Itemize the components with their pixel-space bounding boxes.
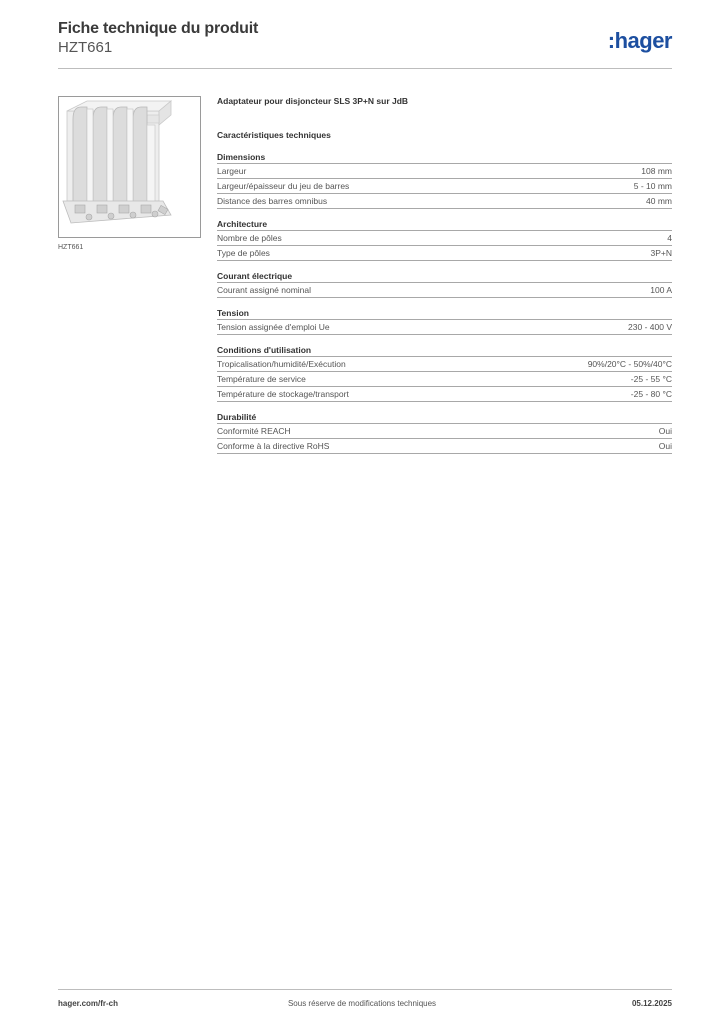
- section-dimensions: [217, 152, 672, 209]
- spec-label: Température de stockage/transport: [217, 389, 349, 399]
- spec-row: [217, 231, 672, 246]
- tech-heading: Caractéristiques techniques: [217, 130, 331, 140]
- spec-value: 4: [667, 233, 672, 243]
- spec-label: Température de service: [217, 374, 306, 384]
- hager-logo: :hager: [607, 28, 672, 53]
- spec-value: 230 - 400 V: [628, 322, 672, 332]
- page-title: Fiche technique du produit: [58, 20, 259, 37]
- section-title: Dimensions: [217, 152, 672, 164]
- spec-value: 40 mm: [646, 196, 672, 206]
- page-header: [58, 20, 672, 70]
- spec-label: Conforme à la directive RoHS: [217, 441, 330, 451]
- section-current: [217, 271, 672, 298]
- spec-value: 5 - 10 mm: [633, 181, 672, 191]
- spec-value: 100 A: [650, 285, 672, 295]
- section-voltage: [217, 308, 672, 335]
- section-title: Durabilité: [217, 412, 672, 424]
- section-conditions: [217, 345, 672, 402]
- spec-row: [217, 320, 672, 335]
- product-code: HZT661: [58, 39, 113, 56]
- spec-label: Courant assigné nominal: [217, 285, 312, 295]
- footer-divider: [58, 989, 672, 990]
- spec-label: Nombre de pôles: [217, 233, 282, 243]
- spec-value: -25 - 80 °C: [630, 389, 672, 399]
- spec-value: Oui: [658, 441, 672, 451]
- header-divider: [58, 68, 672, 69]
- spec-value: Oui: [658, 426, 672, 436]
- spec-row: [217, 194, 672, 209]
- spec-row: [217, 357, 672, 372]
- spec-row: [217, 246, 672, 261]
- adapter-illustration: [59, 97, 200, 237]
- spec-row: [217, 179, 672, 194]
- section-title: Courant électrique: [217, 271, 672, 283]
- spec-row: [217, 164, 672, 179]
- spec-label: Largeur: [217, 166, 247, 176]
- spec-row: [217, 439, 672, 454]
- product-description: Adaptateur pour disjoncteur SLS 3P+N sur JdB: [217, 96, 409, 106]
- spec-label: Distance des barres omnibus: [217, 196, 328, 206]
- spec-value: 3P+N: [650, 248, 672, 258]
- spec-label: Largeur/épaisseur du jeu de barres: [217, 181, 350, 191]
- spec-content: [217, 96, 672, 454]
- section-durability: [217, 412, 672, 454]
- section-title: Conditions d'utilisation: [217, 345, 672, 357]
- spec-label: Type de pôles: [217, 248, 270, 258]
- spec-row: [217, 424, 672, 439]
- spec-label: Conformité REACH: [217, 426, 291, 436]
- spec-value: 108 mm: [641, 166, 672, 176]
- spec-value: -25 - 55 °C: [630, 374, 672, 384]
- product-image: [58, 96, 201, 238]
- spec-row: [217, 372, 672, 387]
- section-title: Architecture: [217, 219, 672, 231]
- section-architecture: [217, 219, 672, 261]
- spec-value: 90%/20°C - 50%/40°C: [587, 359, 672, 369]
- footer-website-link[interactable]: hager.com/fr-ch: [58, 999, 119, 1008]
- spec-row: [217, 283, 672, 298]
- spec-label: Tropicalisation/humidité/Exécution: [217, 359, 346, 369]
- footer-disclaimer: Sous réserve de modifications techniques: [287, 999, 437, 1008]
- spec-row: [217, 387, 672, 402]
- image-caption: HZT661: [58, 244, 84, 251]
- footer-date: 05.12.2025: [631, 999, 672, 1008]
- spec-label: Tension assignée d'emploi Ue: [217, 322, 330, 332]
- section-title: Tension: [217, 308, 672, 320]
